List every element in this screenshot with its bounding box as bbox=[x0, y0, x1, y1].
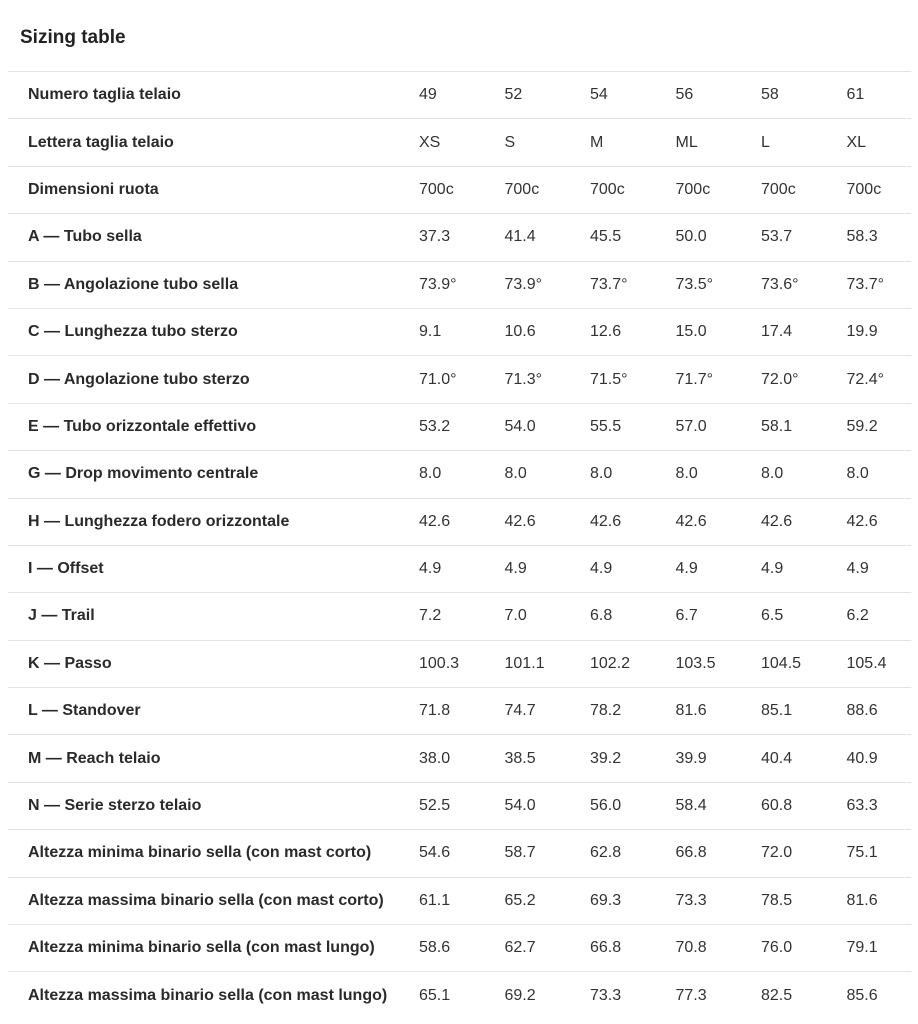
table-cell: 65.2 bbox=[504, 891, 536, 909]
table-cell: 105.4 bbox=[846, 654, 887, 672]
row-label: M — Reach telaio bbox=[28, 749, 161, 767]
table-cell: 54.0 bbox=[504, 417, 536, 435]
table-row bbox=[8, 640, 911, 687]
table-row bbox=[8, 688, 911, 735]
table-cell: 17.4 bbox=[761, 323, 793, 341]
table-cell: 8.0 bbox=[675, 465, 698, 483]
table-cell: 104.5 bbox=[761, 654, 802, 672]
table-cell: 69.3 bbox=[590, 891, 622, 909]
row-label: H — Lunghezza fodero orizzontale bbox=[28, 512, 290, 530]
table-cell: 54.0 bbox=[504, 797, 536, 815]
row-label: Altezza massima binario sella (con mast lungo) bbox=[28, 986, 388, 1004]
row-label: A — Tubo sella bbox=[28, 228, 142, 246]
table-cell: 8.0 bbox=[590, 465, 613, 483]
table-cell: 58.3 bbox=[846, 228, 878, 246]
table-cell: 73.3 bbox=[590, 986, 622, 1004]
table-cell: 82.5 bbox=[761, 986, 793, 1004]
table-cell: 71.0° bbox=[419, 370, 457, 388]
table-cell: 101.1 bbox=[504, 654, 545, 672]
table-cell: 4.9 bbox=[846, 560, 869, 578]
table-cell: 102.2 bbox=[590, 654, 631, 672]
table-cell: 7.0 bbox=[504, 607, 527, 625]
table-row bbox=[8, 119, 911, 166]
row-label: J — Trail bbox=[28, 607, 95, 625]
table-cell: 40.4 bbox=[761, 749, 793, 767]
table-cell: 73.5° bbox=[675, 275, 714, 293]
table-cell: 42.6 bbox=[675, 512, 707, 530]
table-cell: 56 bbox=[675, 86, 694, 104]
table-cell: 62.8 bbox=[590, 844, 622, 862]
table-cell: 71.8 bbox=[419, 702, 451, 720]
row-label: N — Serie sterzo telaio bbox=[28, 797, 202, 815]
table-cell: 58.7 bbox=[504, 844, 536, 862]
table-cell: 59.2 bbox=[846, 417, 878, 435]
table-cell: 42.6 bbox=[419, 512, 451, 530]
row-label: Lettera taglia telaio bbox=[28, 133, 174, 151]
table-row bbox=[8, 877, 911, 924]
table-cell: S bbox=[504, 133, 516, 151]
table-cell: 8.0 bbox=[761, 465, 784, 483]
table-cell: 71.5° bbox=[590, 370, 628, 388]
table-cell: 42.6 bbox=[846, 512, 878, 530]
table-cell: 700c bbox=[419, 180, 454, 198]
table-cell: 73.3 bbox=[675, 891, 707, 909]
table-cell: 57.0 bbox=[675, 417, 707, 435]
table-cell: 79.1 bbox=[846, 939, 878, 957]
table-cell: 72.0 bbox=[761, 844, 793, 862]
table-cell: 10.6 bbox=[504, 323, 536, 341]
row-label: Altezza minima binario sella (con mast corto) bbox=[28, 844, 372, 862]
table-cell: XS bbox=[419, 133, 441, 151]
table-cell: 73.9° bbox=[419, 275, 457, 293]
table-cell: 9.1 bbox=[419, 323, 442, 341]
table-cell: 42.6 bbox=[504, 512, 536, 530]
table-cell: XL bbox=[846, 133, 867, 151]
table-cell: 700c bbox=[761, 180, 796, 198]
table-cell: 77.3 bbox=[675, 986, 707, 1004]
table-cell: 60.8 bbox=[761, 797, 793, 815]
table-cell: 8.0 bbox=[419, 465, 442, 483]
table-cell: 58.6 bbox=[419, 939, 451, 957]
table-cell: 39.2 bbox=[590, 749, 622, 767]
table-row bbox=[8, 972, 911, 1019]
table-row bbox=[8, 830, 911, 877]
table-cell: 52 bbox=[504, 86, 523, 104]
table-cell: 19.9 bbox=[846, 323, 878, 341]
page-title: Sizing table bbox=[20, 27, 126, 48]
table-cell: 38.0 bbox=[419, 749, 451, 767]
table-cell: 50.0 bbox=[675, 228, 707, 246]
table-cell: 4.9 bbox=[419, 560, 442, 578]
table-cell: 76.0 bbox=[761, 939, 793, 957]
table-cell: 70.8 bbox=[675, 939, 707, 957]
table-cell: 66.8 bbox=[590, 939, 622, 957]
table-row bbox=[8, 403, 911, 450]
row-label: Altezza minima binario sella (con mast lungo) bbox=[28, 939, 375, 957]
table-row bbox=[8, 214, 911, 261]
table-cell: 55.5 bbox=[590, 417, 622, 435]
table-cell: 81.6 bbox=[675, 702, 707, 720]
table-row bbox=[8, 308, 911, 355]
sizing-table bbox=[8, 71, 911, 1019]
row-label: B — Angolazione tubo sella bbox=[28, 275, 239, 293]
table-cell: L bbox=[761, 133, 770, 151]
table-cell: 73.7° bbox=[590, 275, 628, 293]
row-label: L — Standover bbox=[28, 702, 141, 720]
table-cell: 54.6 bbox=[419, 844, 451, 862]
table-row bbox=[8, 72, 911, 119]
table-cell: 73.7° bbox=[846, 275, 885, 293]
table-cell: 63.3 bbox=[846, 797, 878, 815]
table-cell: 61.1 bbox=[419, 891, 451, 909]
table-cell: 6.8 bbox=[590, 607, 613, 625]
table-cell: 6.2 bbox=[846, 607, 869, 625]
table-cell: 7.2 bbox=[419, 607, 442, 625]
table-cell: 8.0 bbox=[846, 465, 869, 483]
table-cell: 39.9 bbox=[675, 749, 707, 767]
table-row bbox=[8, 593, 911, 640]
table-cell: 6.7 bbox=[675, 607, 698, 625]
table-cell: ML bbox=[675, 133, 698, 151]
table-cell: 42.6 bbox=[761, 512, 793, 530]
table-cell: 700c bbox=[675, 180, 711, 198]
row-label: Dimensioni ruota bbox=[28, 180, 159, 198]
table-cell: 81.6 bbox=[846, 891, 878, 909]
table-row bbox=[8, 782, 911, 829]
table-cell: 71.7° bbox=[675, 370, 714, 388]
table-cell: 58 bbox=[761, 86, 779, 104]
sizing-table-body bbox=[8, 72, 911, 1020]
row-label: D — Angolazione tubo sterzo bbox=[28, 370, 250, 388]
table-cell: 12.6 bbox=[590, 323, 622, 341]
table-row bbox=[8, 261, 911, 308]
table-row bbox=[8, 498, 911, 545]
table-cell: 73.6° bbox=[761, 275, 799, 293]
table-cell: 40.9 bbox=[846, 749, 878, 767]
table-cell: 53.2 bbox=[419, 417, 451, 435]
table-cell: 38.5 bbox=[504, 749, 536, 767]
table-cell: 15.0 bbox=[675, 323, 707, 341]
table-cell: 62.7 bbox=[504, 939, 536, 957]
table-cell: M bbox=[590, 133, 604, 151]
table-cell: 71.3° bbox=[504, 370, 543, 388]
table-cell: 85.6 bbox=[846, 986, 878, 1004]
table-row bbox=[8, 356, 911, 403]
table-cell: 42.6 bbox=[590, 512, 622, 530]
table-row bbox=[8, 451, 911, 498]
row-label: Numero taglia telaio bbox=[28, 86, 181, 104]
table-cell: 41.4 bbox=[504, 228, 536, 246]
row-label: I — Offset bbox=[28, 560, 104, 578]
table-cell: 49 bbox=[419, 86, 437, 104]
table-cell: 54 bbox=[590, 86, 608, 104]
table-row bbox=[8, 545, 911, 592]
table-cell: 103.5 bbox=[675, 654, 716, 672]
table-row bbox=[8, 735, 911, 782]
table-cell: 8.0 bbox=[504, 465, 527, 483]
table-cell: 700c bbox=[504, 180, 540, 198]
table-cell: 37.3 bbox=[419, 228, 451, 246]
table-cell: 61 bbox=[846, 86, 865, 104]
row-label: K — Passo bbox=[28, 654, 112, 672]
table-cell: 6.5 bbox=[761, 607, 784, 625]
row-label: Altezza massima binario sella (con mast corto) bbox=[28, 891, 384, 909]
table-cell: 78.5 bbox=[761, 891, 793, 909]
row-label: E — Tubo orizzontale effettivo bbox=[28, 417, 257, 435]
table-row bbox=[8, 166, 911, 213]
table-cell: 66.8 bbox=[675, 844, 707, 862]
table-cell: 700c bbox=[846, 180, 882, 198]
table-cell: 72.4° bbox=[846, 370, 885, 388]
row-label: G — Drop movimento centrale bbox=[28, 465, 259, 483]
table-cell: 4.9 bbox=[675, 560, 698, 578]
table-cell: 72.0° bbox=[761, 370, 799, 388]
table-cell: 75.1 bbox=[846, 844, 878, 862]
table-cell: 58.4 bbox=[675, 797, 707, 815]
table-cell: 53.7 bbox=[761, 228, 793, 246]
table-cell: 100.3 bbox=[419, 654, 460, 672]
table-cell: 65.1 bbox=[419, 986, 451, 1004]
table-cell: 69.2 bbox=[504, 986, 536, 1004]
table-cell: 85.1 bbox=[761, 702, 793, 720]
row-label: C — Lunghezza tubo sterzo bbox=[28, 323, 238, 341]
table-cell: 4.9 bbox=[761, 560, 784, 578]
table-cell: 45.5 bbox=[590, 228, 622, 246]
table-cell: 88.6 bbox=[846, 702, 878, 720]
table-cell: 58.1 bbox=[761, 417, 793, 435]
table-cell: 73.9° bbox=[504, 275, 543, 293]
table-cell: 52.5 bbox=[419, 797, 451, 815]
table-cell: 78.2 bbox=[590, 702, 622, 720]
table-row bbox=[8, 925, 911, 972]
table-cell: 74.7 bbox=[504, 702, 536, 720]
table-cell: 56.0 bbox=[590, 797, 622, 815]
table-cell: 700c bbox=[590, 180, 625, 198]
table-cell: 4.9 bbox=[504, 560, 527, 578]
table-cell: 4.9 bbox=[590, 560, 613, 578]
